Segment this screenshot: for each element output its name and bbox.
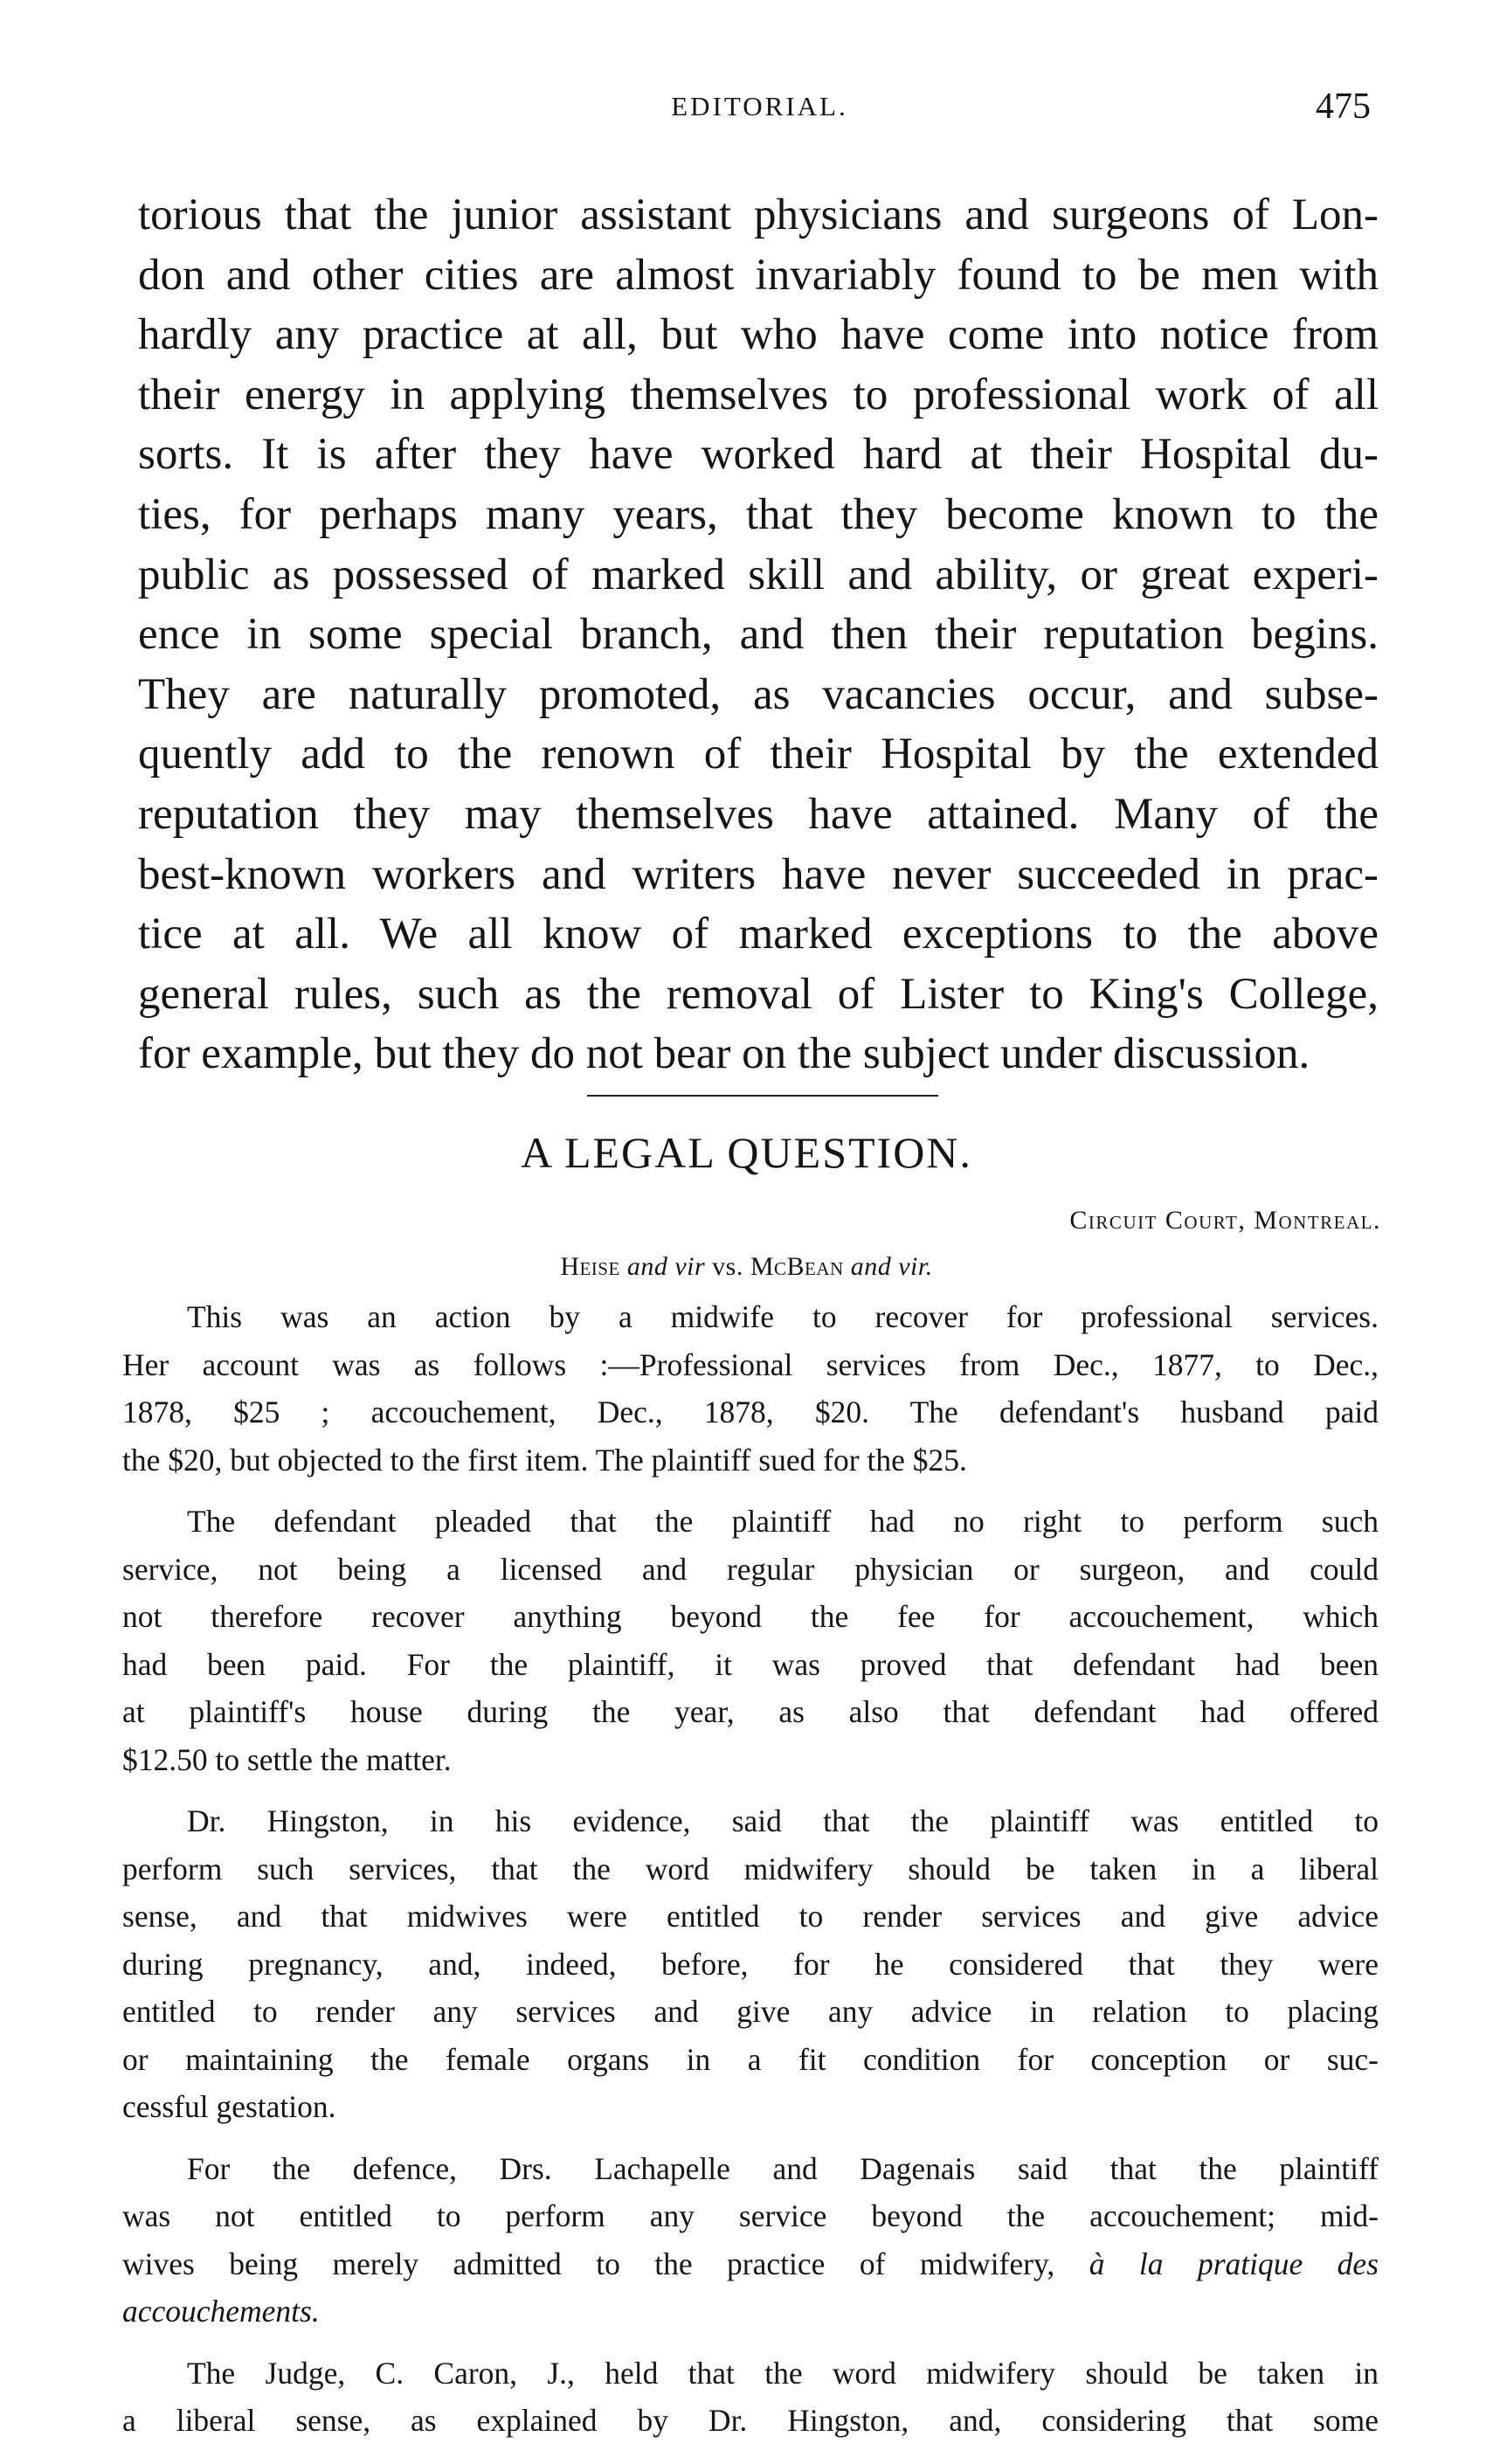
running-head: EDITORIAL. [671,91,848,121]
versus: vs. [712,1252,743,1281]
text-line: 1878, $25 ; accouchement, Dec., 1878, $20. The defendant's husband paid [122,1395,1379,1429]
text-line: Dr. Hingston, in his evidence, said that the plaintiff was entitled to [187,1803,1379,1838]
text-line: $12.50 to settle the matter. [122,1741,452,1777]
text-line: This was an action by a midwife to recover for professional services. [187,1299,1379,1334]
text-line-with-italic [122,2240,1379,2288]
paragraph-continued [138,185,1379,1084]
text-line: cessful gestation. [122,2089,336,2124]
report-paragraph [122,1293,1379,1484]
text-line: at plaintiff's house during the year, as also that defendant had offered [122,1694,1379,1729]
section-title: A LEGAL QUESTION. [521,1128,972,1177]
and-vir-defendant: and vir. [850,1252,933,1281]
text-line: during pregnancy, and, indeed, before, for he considered that they were [122,1946,1379,1982]
page-header [140,87,1379,143]
text-line: the $20, but objected to the first item. The plaintiff sued for the $25. [122,1442,967,1478]
continued-paragraph [138,185,1379,1084]
text-line: best-known workers and writers have never succeeded in prac- [138,849,1379,899]
text-line: had been paid. For the plaintiff, it was proved that defendant had been [122,1646,1379,1682]
text-line: hardly any practice at all, but who have come into notice from [138,310,1379,360]
plaintiff-name: Heise [560,1252,620,1281]
court-name: Circuit Court, Montreal. [1069,1206,1381,1235]
defendant-name: McBean [750,1252,844,1281]
text-line: They are naturally promoted, as vacancies occur, and subse- [138,669,1379,719]
text-line: public as possessed of marked skill and ability, or great experi- [138,550,1379,599]
text-line: ties, for perhaps many years, that they become known to the [138,489,1379,539]
text-segment: wives being merely admitted to the practice of midwifery, [122,2246,1055,2281]
text-line: Her account was as follows :—Professional services from Dec., 1877, to Dec., [122,1346,1379,1382]
text-line: sorts. It is after they have worked hard at their Hospital du- [138,430,1379,480]
text-line: tice at all. We all know of marked exceptions to the above [138,910,1379,959]
text-line: for example, but they do not bear on the subject under discussion. [138,1029,1310,1079]
french-phrase: à la pratique des [1089,2246,1379,2281]
report-paragraph [122,1797,1379,2131]
text-line [122,2288,1379,2336]
text-line: For the defence, Drs. Lachapelle and Dagenais said that the plaintiff [187,2150,1379,2186]
text-line: general rules, such as the removal of Lister to King's College, [138,969,1379,1019]
french-phrase-end: accouchements. [122,2294,320,2329]
text-line: their energy in applying themselves to professional work of all [138,370,1379,419]
report-paragraph [122,2145,1379,2336]
text-line: The Judge, C. Caron, J., held that the word midwifery should be taken in [187,2355,1379,2391]
text-line: not therefore recover anything beyond the fee for accouchement, which [122,1599,1379,1634]
text-line: The defendant pleaded that the plaintiff had no right to perform such [187,1504,1379,1539]
case-report [122,1293,1379,2459]
report-paragraph [122,1498,1379,1783]
text-line: was not entitled to perform any service beyond the accouchement; mid- [122,2198,1379,2233]
text-line: quently add to the renown of their Hospital by the extended [138,730,1379,779]
section-divider [587,1095,938,1097]
text-line: torious that the junior assistant physicians and surgeons of Lon- [138,190,1379,239]
text-line: ence in some special branch, and then their reputation begins. [138,610,1379,660]
text-line: perform such services, that the word midwifery should be taken in a liberal [122,1851,1379,1886]
text-line: a liberal sense, as explained by Dr. Hingston, and, considering that some [122,2403,1379,2438]
page-number: 475 [1316,87,1371,127]
text-line: entitled to render any services and give any advice in relation to placing [122,1994,1379,2029]
text-line: reputation they may themselves have attained. Many of the [138,789,1379,839]
text-line: don and other cities are almost invariably found to be men with [138,250,1379,300]
report-paragraph [122,2350,1379,2445]
text-line: service, not being a licensed and regular physician or surgeon, and could [122,1551,1379,1587]
text-line: sense, and that midwives were entitled to render services and give advice [122,1899,1379,1934]
and-vir-plaintiff: and vir [626,1252,706,1281]
case-caption [0,1252,1493,1282]
text-line: or maintaining the female organs in a fit condition for conception or suc- [122,2041,1379,2077]
